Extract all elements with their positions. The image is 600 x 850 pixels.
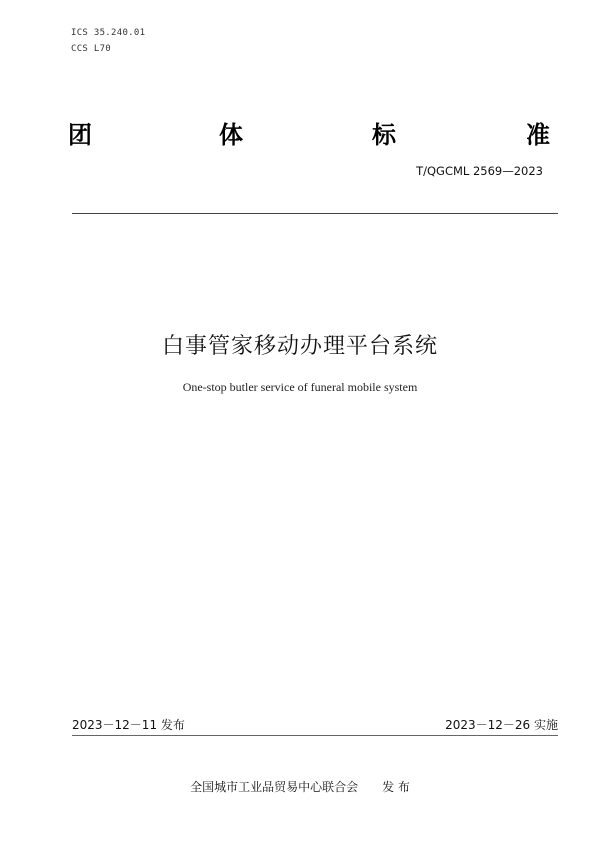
standard-type-char-3: 标 [372,121,396,149]
title-english: One-stop butler service of funeral mobile system [182,380,418,394]
header-divider [72,213,558,214]
publisher-name: 全国城市工业品贸易中心联合会 [190,780,359,794]
publisher-line [0,778,600,795]
standard-type-char-2: 体 [219,121,243,149]
implementation-date: 2023－12－26 实施 [445,718,558,732]
title-chinese: 白事管家移动办理平台系统 [161,334,438,359]
standard-type-char-1: 团 [68,121,92,149]
standard-number: T/QGCML 2569—2023 [416,164,543,178]
dates-divider [72,735,558,736]
standard-type-char-4: 准 [526,121,550,149]
publish-action: 发 布 [382,780,410,794]
issue-date: 2023－12－11 发布 [72,718,185,732]
ics-code: ICS 35.240.01 [71,28,146,38]
ccs-code: CCS L70 [71,44,112,54]
